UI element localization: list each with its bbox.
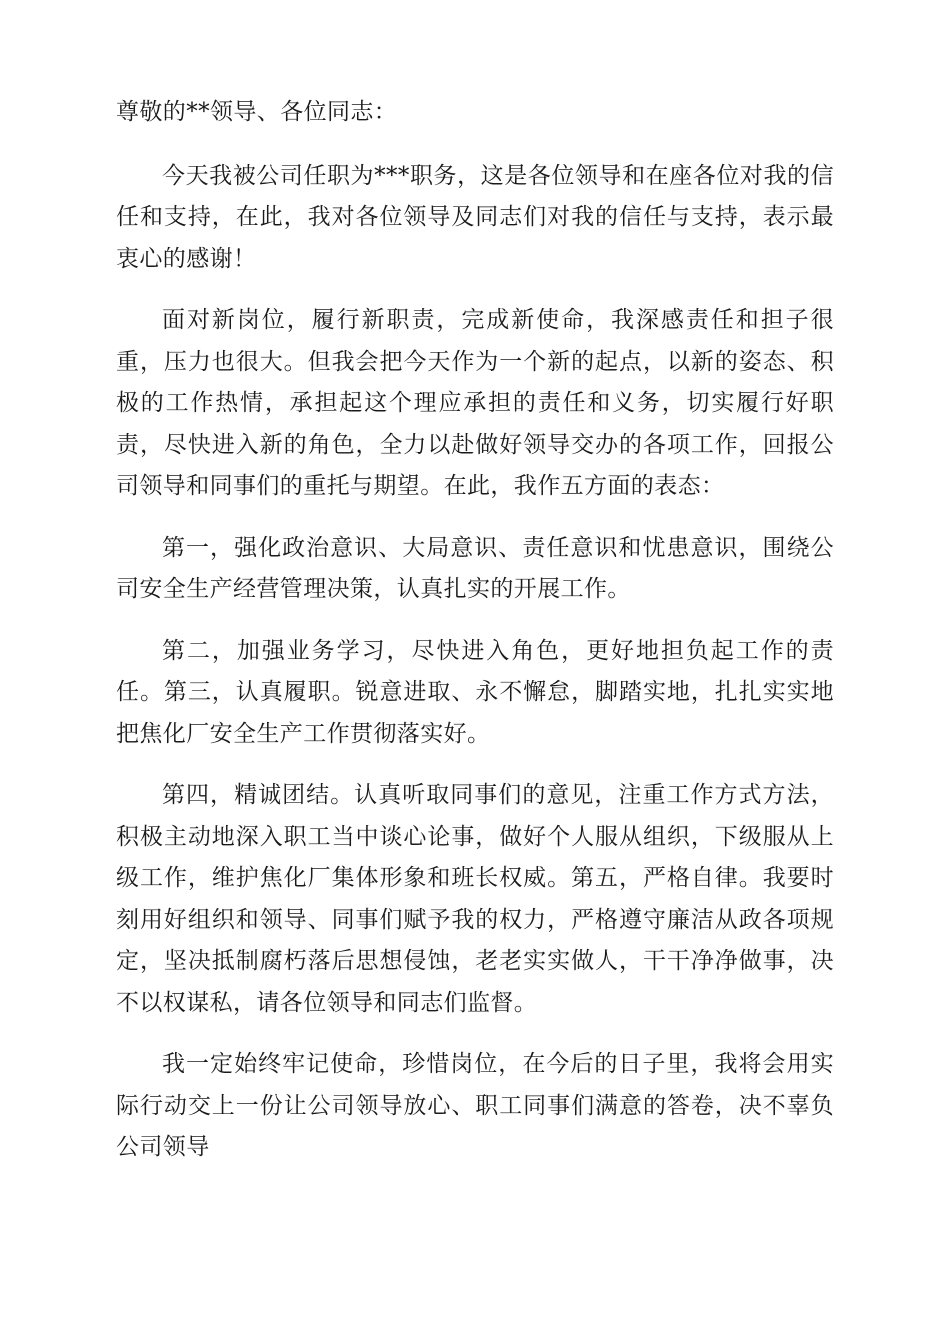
paragraph-appointment-thanks: 今天我被公司任职为***职务，这是各位领导和在座各位对我的信任和支持，在此，我对各位领导及同志们对我的信任与支持，表示最衷心的感谢！ — [116, 162, 834, 272]
document-body — [116, 92, 834, 1189]
paragraph-pledge-first: 第一，强化政治意识、大局意识、责任意识和忧患意识，围绕公司安全生产经营管理决策，认真扎实的开展工作。 — [116, 534, 834, 602]
paragraph-pledge-fourth-fifth: 第四，精诚团结。认真听取同事们的意见，注重工作方式方法，积极主动地深入职工当中谈心论事，做好个人服从组织，下级服从上级工作，维护焦化厂集体形象和班长权威。第五，严格自律。我要时刻用好组织和领导、同事们赋予我的权力，严格遵守廉洁从政各项规定，坚决抵制腐朽落后思想侵蚀，老老实实做人，干干净净做事，决不以权谋私，请各位领导和同志们监督。 — [116, 782, 834, 1016]
greeting-line: 尊敬的**领导、各位同志： — [116, 99, 398, 125]
paragraph-pledge-second-third: 第二，加强业务学习，尽快进入角色，更好地担负起工作的责任。第三，认真履职。锐意进取、永不懈怠，脚踏实地，扎扎实实地把焦化厂安全生产工作贯彻落实好。 — [116, 637, 834, 747]
paragraph-closing: 我一定始终牢记使命，珍惜岗位，在今后的日子里，我将会用实际行动交上一份让公司领导放心、职工同事们满意的答卷，决不辜负公司领导 — [116, 1051, 834, 1160]
paragraph-new-position: 面对新岗位，履行新职责，完成新使命，我深感责任和担子很重，压力也很大。但我会把今天作为一个新的起点，以新的姿态、积极的工作热情，承担起这个理应承担的责任和义务，切实履行好职责，尽快进入新的角色，全力以赴做好领导交办的各项工作，回报公司领导和同事们的重托与期望。在此，我作五方面的表态： — [116, 307, 834, 499]
